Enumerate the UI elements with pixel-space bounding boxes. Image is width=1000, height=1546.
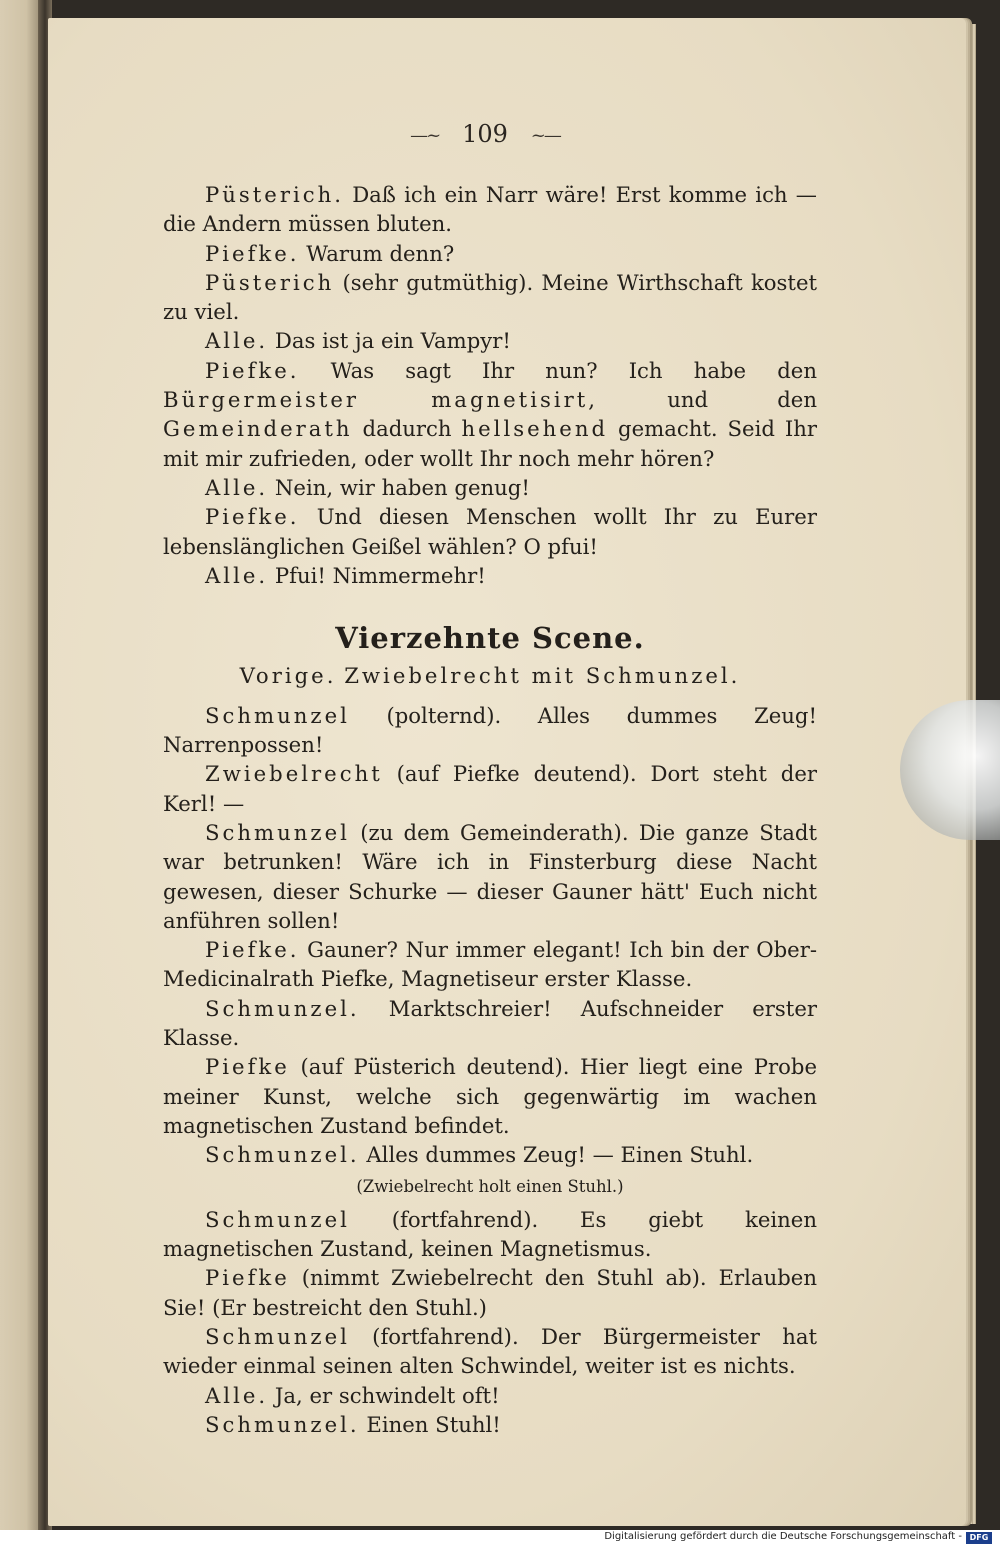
speech: und den	[667, 387, 817, 413]
speech: Gauner? Nur immer elegant! Ich bin der Ober-Medicinalrath Piefke, Magnetiseur erster Klasse.	[163, 937, 817, 992]
page-number: 109	[462, 120, 508, 148]
digitization-footer	[0, 1530, 1000, 1546]
speech: Warum denn?	[306, 240, 455, 266]
speech: Ja, er schwindelt oft!	[274, 1382, 500, 1408]
speaker: Piefke.	[205, 937, 300, 963]
paragraph	[163, 701, 817, 760]
speech: (polternd). Alles dummes Zeug! Narrenpossen!	[163, 702, 817, 758]
emphasis: Bürgermeister magnetisirt,	[163, 387, 599, 413]
funding-credit: Digitalisierung gefördert durch die Deutsche Forschungsgemeinschaft -	[604, 1531, 962, 1542]
page-text	[163, 180, 817, 1439]
paragraph	[163, 502, 817, 561]
speaker: Schmunzel	[205, 702, 350, 728]
speech: Nein, wir haben genug!	[274, 474, 530, 500]
speaker: Schmunzel.	[205, 995, 360, 1021]
dfg-logo: DFG	[966, 1532, 992, 1544]
paragraph	[163, 326, 817, 355]
speech: (fortfahrend). Es giebt keinen magnetischen Zustand, keinen Magnetismus.	[163, 1206, 817, 1262]
header-ornament-right: ~—	[530, 125, 560, 146]
scene-heading: Vierzehnte Scene.	[335, 621, 645, 656]
paragraph	[163, 1205, 817, 1264]
emphasis: Gemeinderath	[163, 416, 353, 442]
cast-previous: Vorige.	[239, 663, 337, 689]
speech: (auf Püsterich deutend). Hier liegt eine Probe meiner Kunst, welche sich gegenwärtig im wachen magnetischen Zustand befindet.	[163, 1054, 817, 1138]
speech: (zu dem Gemeinderath). Die ganze Stadt war betrunken! Wäre ich in Finsterburg diese Nacht gewesen, dieser Schurke — dieser Gauner hätt' Euch nicht anführen sollen!	[163, 819, 817, 933]
speaker: Schmunzel	[205, 1206, 350, 1232]
speaker: Alle.	[205, 474, 269, 500]
paragraph	[163, 935, 817, 994]
paragraph	[163, 239, 817, 268]
speaker: Alle.	[205, 1382, 269, 1408]
speech: Und diesen Menschen wollt Ihr zu Eurer lebenslänglichen Geißel wählen? O pfui!	[163, 504, 817, 559]
paragraph	[163, 818, 817, 935]
speaker: Piefke	[205, 1054, 290, 1080]
paragraph	[163, 1322, 817, 1381]
emphasis: hellsehend	[461, 416, 609, 442]
speaker: Püsterich	[205, 269, 335, 295]
speech: (auf Piefke deutend). Dort steht der Kerl! —	[163, 761, 817, 816]
speaker: Piefke	[205, 1265, 290, 1291]
speech: gemacht. Seid Ihr mit mir zufrieden, oder wollt Ihr noch mehr hören?	[163, 416, 817, 471]
speech: (fortfahrend). Der Bürgermeister hat wieder einmal seinen alten Schwindel, weiter ist es nichts.	[163, 1323, 817, 1379]
speaker: Zwiebelrecht	[205, 761, 383, 787]
paragraph	[163, 1140, 817, 1169]
speaker: Alle.	[205, 328, 269, 354]
speaker: Schmunzel.	[205, 1142, 360, 1168]
speaker: Piefke.	[205, 240, 300, 266]
speaker: Schmunzel.	[205, 1411, 360, 1437]
paragraph	[163, 356, 817, 473]
speech: Das ist ja ein Vampyr!	[274, 328, 511, 354]
speech: Einen Stuhl!	[366, 1411, 501, 1437]
speech: Daß ich ein Narr wäre! Erst komme ich — die Andern müssen bluten.	[163, 182, 817, 237]
speech: dadurch	[362, 416, 452, 442]
speech: Pfui! Nimmermehr!	[274, 562, 486, 588]
speaker: Schmunzel	[205, 1323, 350, 1349]
speaker: Piefke.	[205, 504, 300, 530]
speech: (nimmt Zwiebelrecht den Stuhl ab). Erlauben Sie! (Er bestreicht den Stuhl.)	[163, 1265, 817, 1320]
paragraph	[163, 1263, 817, 1322]
scene-cast	[163, 661, 817, 690]
paragraph	[163, 1410, 817, 1439]
cast-entering: Zwiebelrecht mit Schmunzel.	[344, 663, 741, 689]
paragraph	[163, 561, 817, 590]
paragraph	[163, 1052, 817, 1140]
speaker: Schmunzel	[205, 819, 350, 845]
paragraph	[163, 1381, 817, 1410]
page-header	[0, 120, 970, 148]
stage-direction: (Zwiebelrecht holt einen Stuhl.)	[356, 1176, 624, 1196]
speaker: Piefke.	[205, 357, 300, 383]
paragraph	[163, 759, 817, 818]
paragraph	[163, 994, 817, 1053]
speech: Marktschreier! Aufschneider erster Klasse.	[163, 995, 817, 1051]
speaker: Püsterich.	[205, 182, 344, 207]
speech: Was sagt Ihr nun? Ich habe den	[330, 357, 817, 383]
paragraph	[163, 180, 817, 239]
paragraph	[163, 268, 817, 327]
header-ornament-left: —~	[410, 125, 440, 146]
speech: (sehr gutmüthig). Meine Wirthschaft kostet zu viel.	[163, 269, 817, 325]
speaker: Alle.	[205, 562, 269, 588]
paragraph	[163, 473, 817, 502]
speech: Alles dummes Zeug! — Einen Stuhl.	[366, 1142, 754, 1168]
